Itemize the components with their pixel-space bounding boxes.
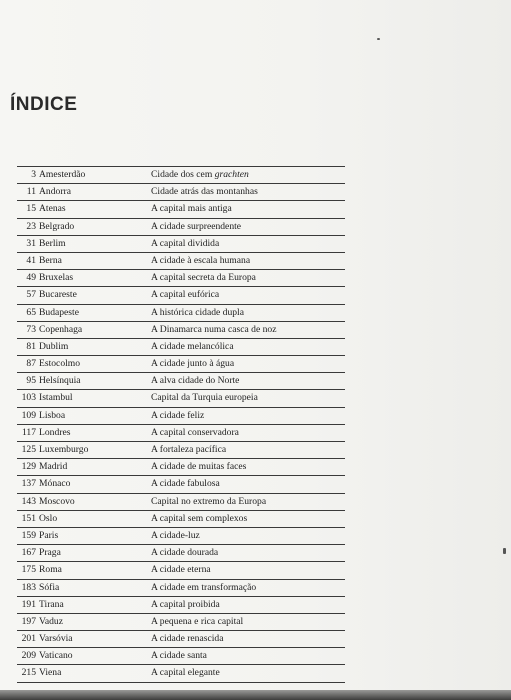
toc-description-text: A capital dividida [151,237,220,249]
toc-description [151,562,211,578]
toc-row [17,631,345,648]
toc-description-text: A cidade surpreendente [151,220,242,232]
toc-city: Varsóvia [39,633,73,645]
toc-page-number: 109 [21,409,36,421]
toc-row [17,253,345,270]
toc-page-number: 143 [21,495,36,507]
toc-city: Amesterdão [39,169,86,180]
toc-description [151,287,219,303]
toc-description-text: A capital secreta da Europa [151,272,256,284]
toc-page-number: 117 [21,426,36,438]
toc-description-text: A cidade-luz [151,529,200,541]
toc-row [17,425,345,442]
toc-row [17,356,345,373]
toc-row [17,562,345,579]
toc-description [151,219,241,235]
toc-page-number: 57 [26,289,36,301]
toc-page-number: 81 [26,340,36,352]
toc-description-text: A cidade santa [151,650,207,662]
toc-description-text: A cidade melancólica [151,340,234,352]
page-speck [503,548,506,554]
toc-page-number: 103 [21,392,36,404]
toc-description-text: A cidade junto à água [151,358,235,370]
table-of-contents [17,166,345,683]
toc-description-text: Cidade atrás das montanhas [151,186,258,198]
toc-page-number: 201 [21,633,36,645]
toc-page-number: 73 [26,323,36,335]
toc-description-text: A cidade dourada [151,547,219,559]
toc-city: Atenas [39,203,66,215]
toc-page-number: 11 [26,186,36,198]
toc-page-number: 49 [26,272,36,284]
toc-row [17,545,345,562]
toc-description [151,528,200,544]
toc-description [151,236,219,252]
toc-page-number: 3 [31,169,36,180]
toc-description-text: A pequena e rica capital [151,615,244,627]
toc-row [17,597,345,614]
toc-row [17,442,345,459]
toc-city: Bucareste [39,289,77,301]
toc-description-text: Cidade dos cem [151,169,215,180]
toc-city: Tirana [39,598,64,610]
toc-row [17,219,345,236]
toc-description-text: A capital sem complexos [151,512,248,524]
toc-description [151,614,243,630]
toc-description [151,167,249,183]
toc-row [17,373,345,390]
toc-description [151,305,244,321]
toc-description [151,442,226,458]
toc-description-text: A cidade em transformação [151,581,257,593]
toc-page-number: 191 [21,598,36,610]
toc-page-number: 129 [21,461,36,473]
toc-description [151,253,250,269]
toc-page-number: 175 [21,564,36,576]
toc-page-number: 215 [21,667,36,679]
toc-row [17,166,345,184]
toc-page-number: 31 [26,237,36,249]
toc-row [17,322,345,339]
toc-city: Andorra [39,186,71,198]
toc-description-text: A cidade de muitas faces [151,461,247,473]
toc-description-text: A cidade renascida [151,633,224,645]
toc-page-number: 159 [21,529,36,541]
toc-city: Budapeste [39,306,79,318]
toc-description [151,425,239,441]
toc-page-number: 125 [21,444,36,455]
toc-city: Mónaco [39,478,71,490]
toc-page-number: 137 [21,478,36,490]
toc-description-text: A capital mais antiga [151,203,232,215]
toc-city: Paris [39,529,59,541]
page-bottom-shadow [0,690,511,700]
toc-row [17,665,345,682]
toc-description [151,459,246,475]
toc-page-number: 151 [21,512,36,524]
toc-city: Sófia [39,581,60,593]
toc-description [151,648,207,664]
toc-city: Lisboa [39,409,66,421]
toc-row [17,408,345,425]
toc-description [151,390,258,406]
toc-description-text: A alva cidade do Norte [151,375,240,387]
toc-description-text: A capital proibida [151,598,220,610]
toc-city: Praga [39,547,61,559]
toc-row [17,270,345,287]
toc-description [151,545,218,561]
toc-page-number: 209 [21,650,36,662]
toc-city: Viena [39,667,62,679]
toc-description [151,339,234,355]
toc-city: Helsínquia [39,375,81,387]
toc-row [17,236,345,253]
toc-row [17,476,345,493]
toc-description [151,408,204,424]
toc-description-text: Capital da Turquia europeia [151,392,258,404]
toc-row [17,287,345,304]
toc-row [17,614,345,631]
toc-page-number: 167 [21,547,36,559]
toc-description-italic: grachten [214,169,249,180]
toc-page-number: 65 [26,306,36,318]
toc-row [17,201,345,218]
toc-row [17,511,345,528]
toc-description [151,373,239,389]
toc-city: Luxemburgo [39,444,89,455]
toc-page-number: 87 [26,358,36,370]
toc-city: Berlim [39,237,66,249]
toc-description [151,665,220,681]
toc-city: Londres [39,426,71,438]
toc-description [151,201,232,217]
toc-description-text: Capital no extremo da Europa [151,495,267,507]
toc-city: Vaduz [39,615,63,627]
toc-row [17,184,345,201]
toc-description [151,494,266,510]
toc-city: Belgrado [39,220,75,232]
page-title: ÍNDICE [10,94,78,115]
toc-page-number: 197 [21,615,36,627]
toc-description [151,476,220,492]
toc-row [17,494,345,511]
toc-description-text: A cidade feliz [151,409,205,421]
toc-description [151,184,258,200]
toc-city: Dublim [39,340,69,352]
toc-description-text: A capital conservadora [151,426,239,438]
toc-city: Bruxelas [39,272,74,284]
toc-description [151,631,223,647]
toc-description [151,270,256,286]
toc-page-number: 95 [26,375,36,387]
page-speck [377,38,380,40]
toc-description [151,511,247,527]
toc-city: Moscovo [39,495,75,507]
toc-page-number: 23 [26,220,36,232]
toc-city: Copenhaga [39,323,83,335]
toc-row [17,528,345,545]
toc-description [151,580,256,596]
toc-description-text: A cidade eterna [151,564,211,576]
toc-page-number: 41 [26,254,36,266]
toc-description-text: A capital elegante [151,667,220,679]
toc-description-text: A cidade à escala humana [151,254,251,266]
toc-description-text: A fortaleza pacífica [151,444,227,455]
toc-row [17,580,345,597]
toc-city: Berna [39,254,62,266]
toc-description-text: A cidade fabulosa [151,478,220,490]
toc-row [17,459,345,476]
toc-description [151,322,276,338]
toc-description-text: A histórica cidade dupla [151,306,244,318]
toc-row [17,390,345,407]
toc-description [151,356,234,372]
toc-city: Madrid [39,461,68,473]
toc-description [151,597,220,613]
toc-description-text: A Dinamarca numa casca de noz [151,323,277,335]
toc-city: Istambul [39,392,73,404]
toc-city: Vaticano [39,650,73,662]
toc-page-number: 183 [21,581,36,593]
toc-row [17,305,345,322]
toc-city: Oslo [39,512,58,524]
toc-row [17,339,345,356]
toc-city: Roma [39,564,62,576]
toc-page-number: 15 [26,203,36,215]
toc-description-text: A capital eufórica [151,289,220,301]
toc-row [17,648,345,665]
toc-city: Estocolmo [39,358,81,370]
